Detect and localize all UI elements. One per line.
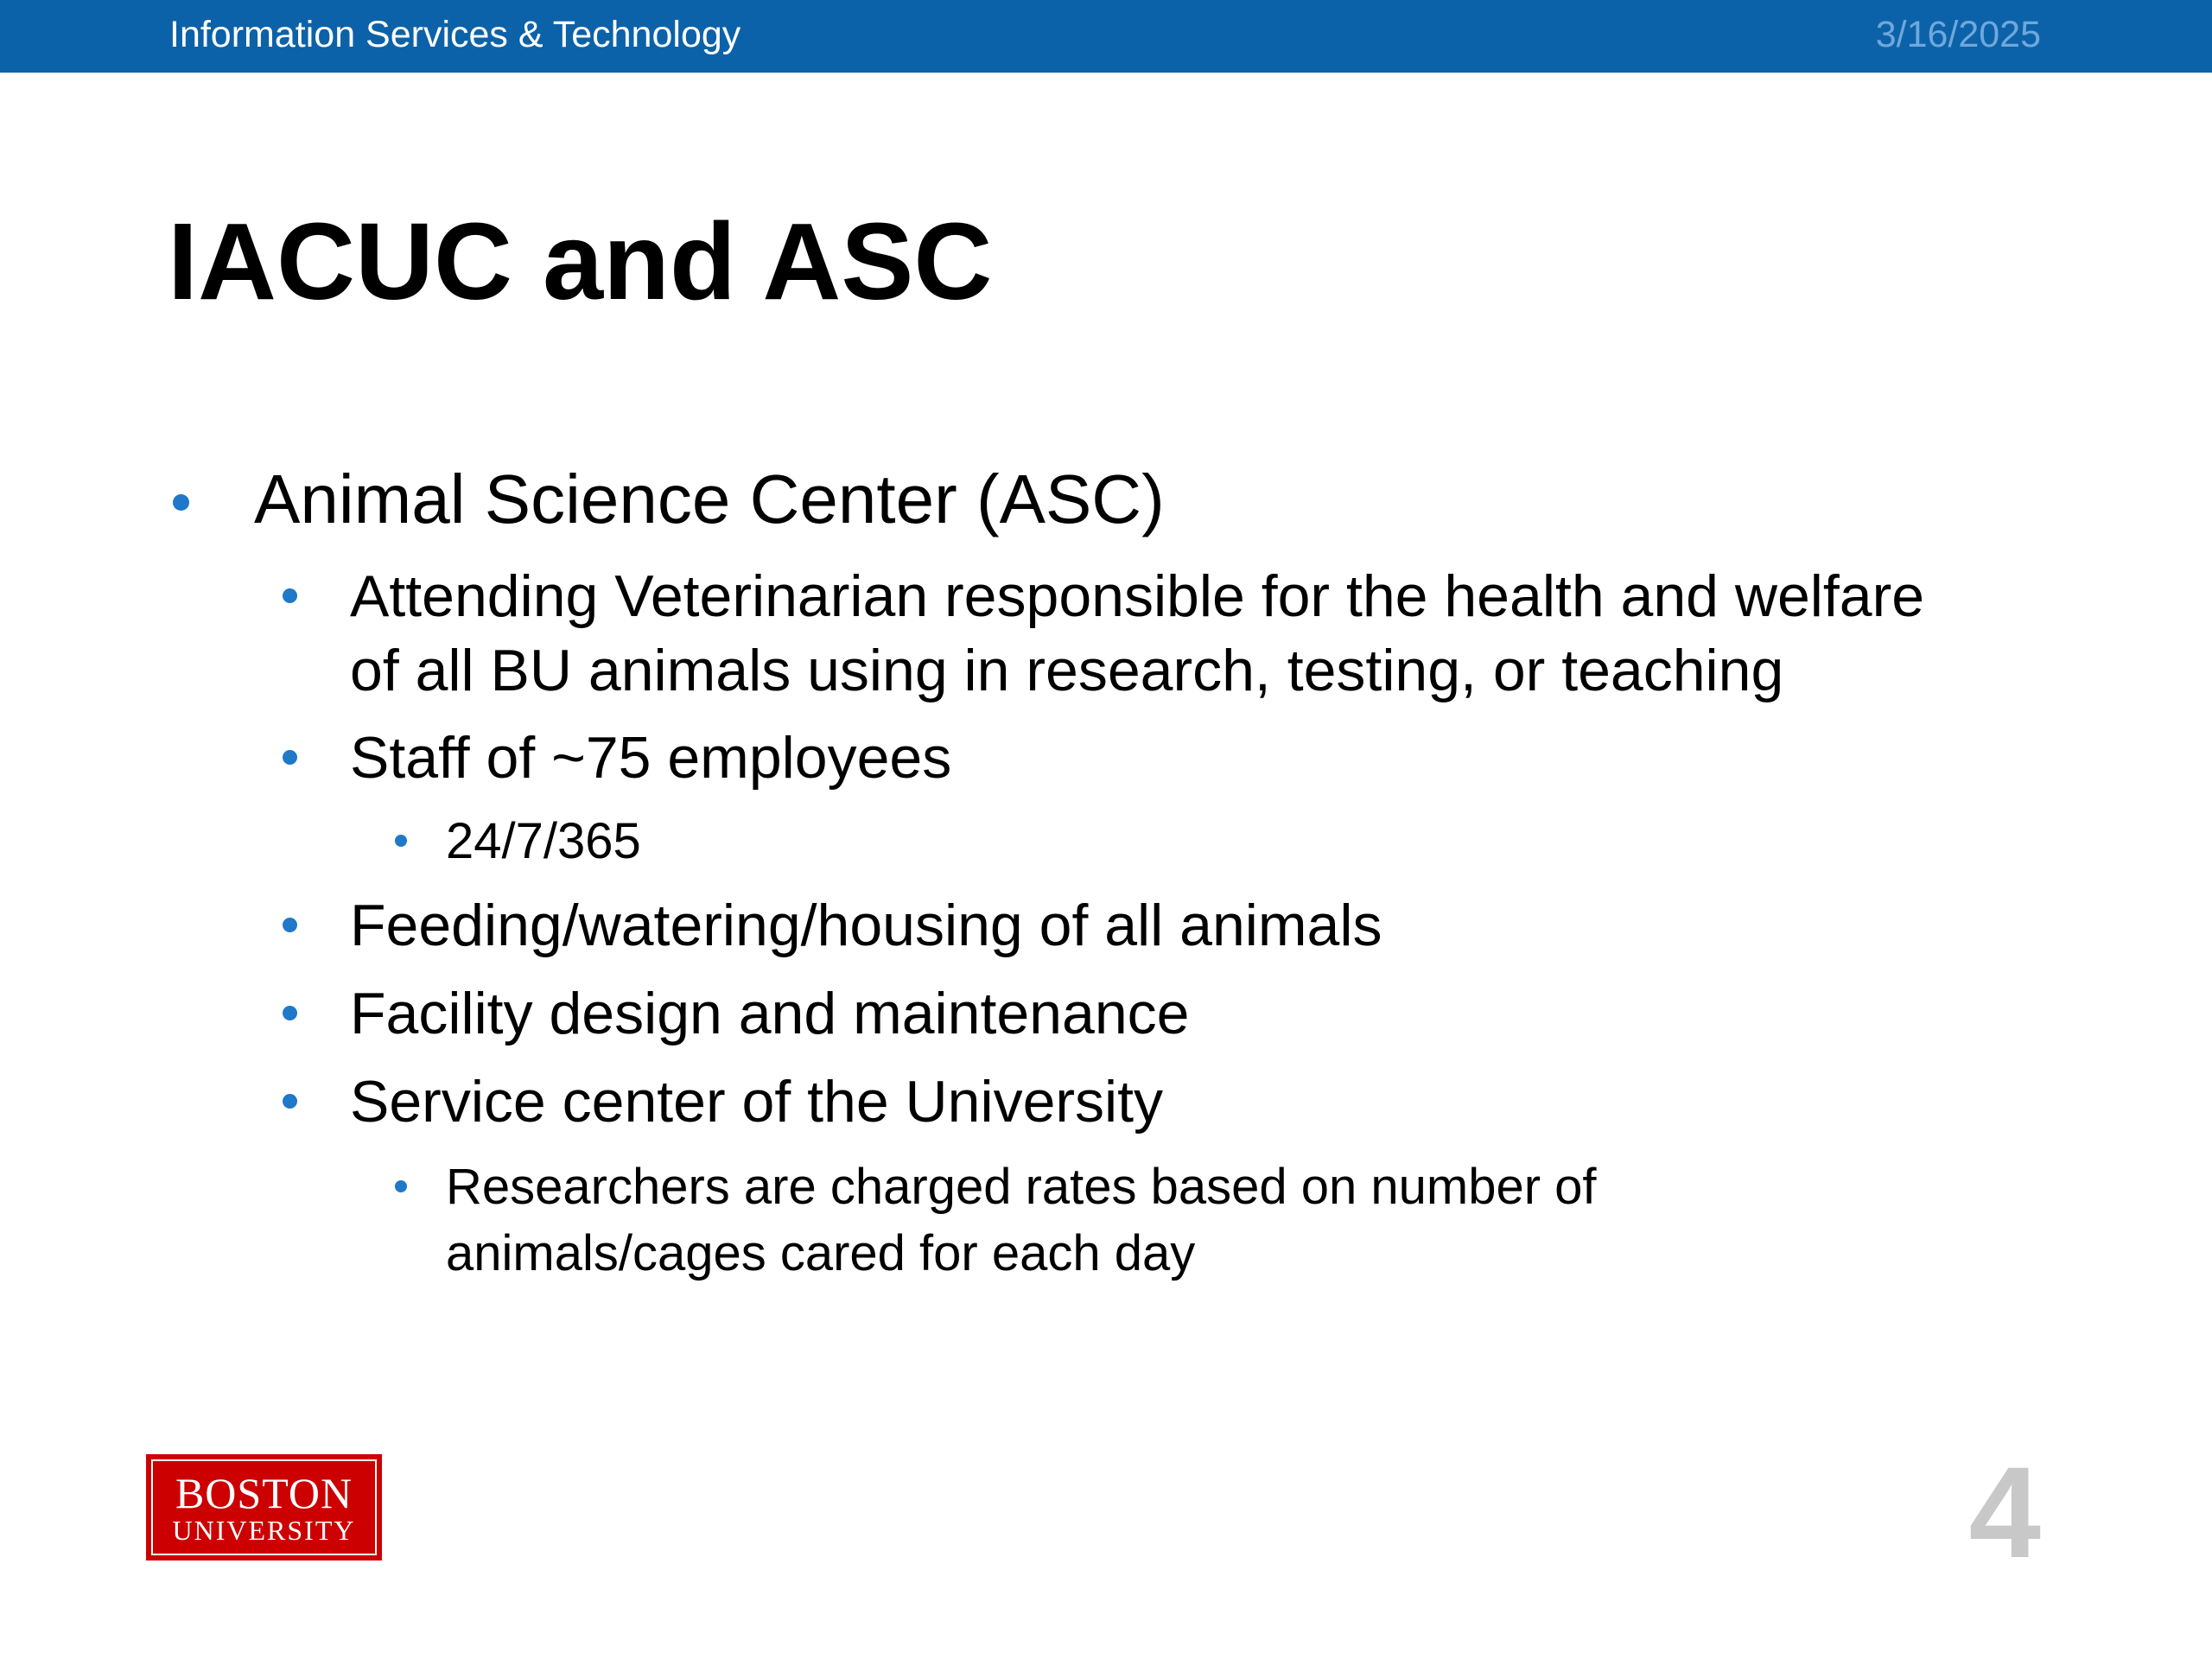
bullet-text-line2: animals/cages cared for each day: [446, 1225, 1196, 1281]
bullet-marker: [173, 494, 189, 511]
bullet-text-line2: of all BU animals using in research, testing, or teaching: [350, 638, 1784, 703]
bullet-text-line1: Researchers are charged rates based on number of: [446, 1159, 1597, 1215]
bullet-text-line1: Attending Veterinarian responsible for the health and welfare: [350, 563, 1925, 629]
header-date: 3/16/2025: [1875, 14, 2041, 55]
bullet-marker: [283, 750, 297, 765]
bullet-text: 24/7/365: [446, 813, 641, 869]
bullet-marker: [395, 835, 407, 847]
bullet-text: Service center of the University: [350, 1069, 1164, 1135]
logo-wordmark-line1: BOSTON: [175, 1469, 353, 1517]
bullet-marker: [283, 1006, 297, 1020]
bullet-text: Animal Science Center (ASC): [254, 461, 1165, 537]
bullet-text: Facility design and maintenance: [350, 981, 1190, 1046]
bullet-text: Feeding/watering/housing of all animals: [350, 893, 1382, 958]
header-org-name: Information Services & Technology: [169, 14, 741, 55]
slide-title: IACUC and ASC: [168, 200, 993, 322]
bullet-marker: [283, 588, 297, 603]
page-number: 4: [1968, 1440, 2041, 1585]
logo-wordmark-line2: UNIVERSITY: [172, 1515, 356, 1546]
bullet-marker: [283, 918, 297, 932]
boston-university-logo: [146, 1454, 382, 1560]
bullet-marker: [395, 1180, 407, 1192]
bullet-text: Staff of ~75 employees: [350, 725, 952, 791]
bullet-marker: [283, 1094, 297, 1109]
